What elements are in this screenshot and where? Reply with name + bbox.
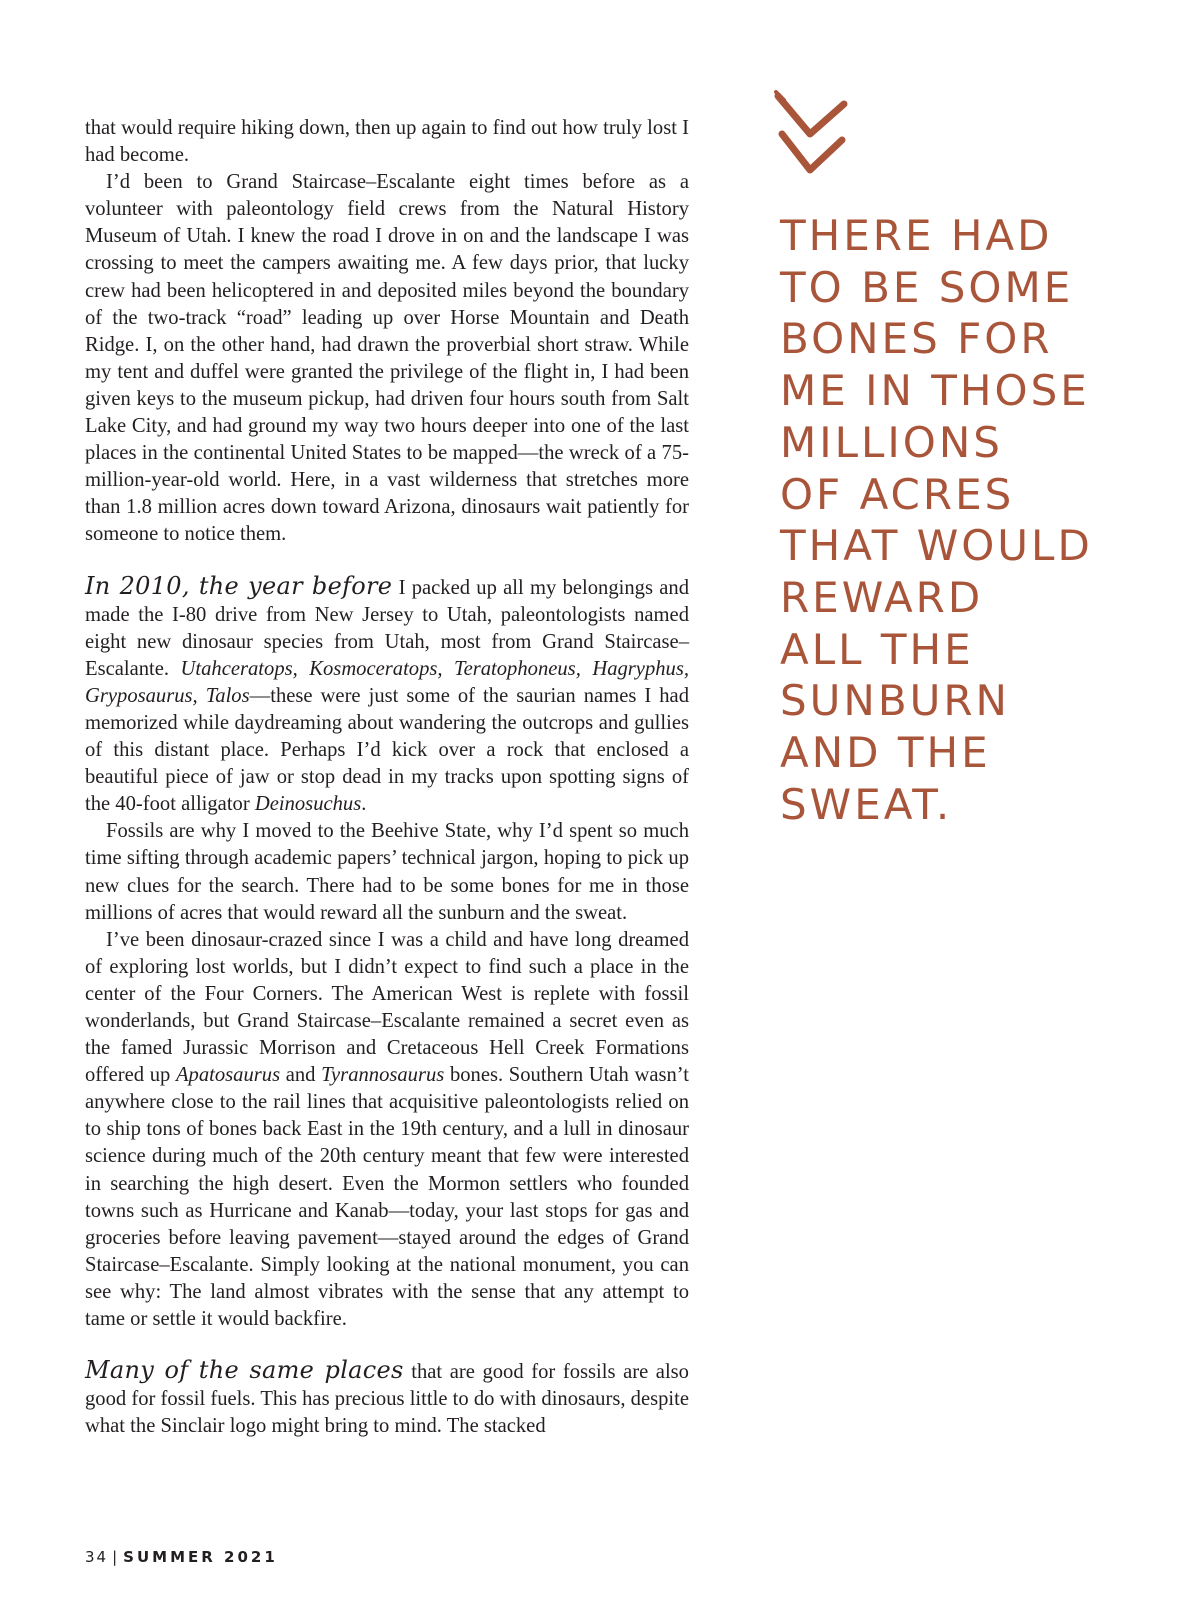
pull-quote-line: SUNBURN — [780, 676, 1010, 726]
section-lead-in-2: Many of the same places — [85, 1356, 404, 1385]
section-lead-in: In 2010, the year before — [85, 571, 393, 600]
folio-separator: | — [112, 1548, 120, 1566]
paragraph-3-text-a: I packed up all my belongings and made the I-80 drive from New Jersey to Utah, paleontologists named eight new dinosaur species from Utah, most from Grand Staircase–Escalante. — [85, 576, 689, 680]
pull-quote-line: OF ACRES — [780, 469, 1015, 519]
paragraph-5-text-b: bones. Southern Utah wasn’t anywhere close to the rail lines that acquisitive paleontologists relied on to ship tons of bones back East in the 19th century, and a lull in dinosaur science during much of the 20th century meant that few were interested in searching the high desert. Even the Mormon settlers who founded towns such as Hurricane and Kanab—today, your last stops for gas and groceries before leaving pavement—stayed around the edges of Grand Staircase–Escalante. Simply looking at the national monument, you can see why: The land almost vibrates with the sense that any attempt to tame or settle it would backfire. — [85, 1064, 689, 1331]
paragraph-6 — [85, 1357, 689, 1440]
pull-quote-line: THERE HAD — [780, 211, 1053, 260]
paragraph-2: I’d been to Grand Staircase–Escalante eight times before as a volunteer with paleontology field crews from the Natural History Museum of Utah. I knew the road I drove in on and the landscape I was crossing to meet the campers awaiting me. A few days prior, that lucky crew had been helicoptered in and deposited miles beyond the boundary of the two-track “road” leading up over Horse Mountain and Death Ridge. I, on the other hand, had drawn the proverbial short straw. While my tent and duffel were granted the privilege of the flight in, I had been given keys to the museum pickup, had driven four hours south from Salt Lake City, and had ground my way two hours deeper into one of the last places in the continental United States to be mapped—the wreck of a 75-million-year-old world. Here, in a vast wilderness that stretches more than 1.8 million acres down toward Arizona, dinosaurs wait patiently for someone to notice them. — [85, 171, 689, 546]
pull-quote-line: ME IN THOSE — [780, 366, 1090, 416]
paragraph-6-text: that are good for fossils are also good for fossil fuels. This has precious little to do with dinosaurs, despite what the Sinclair logo might bring to mind. The stacked — [85, 1361, 689, 1438]
pull-quote-line: AND THE — [780, 728, 991, 778]
pull-quote-line: MILLIONS — [780, 417, 1003, 467]
issue-label: SUMMER 2021 — [123, 1548, 278, 1566]
pull-quote-line: ALL THE — [780, 624, 974, 674]
paragraph-3-end: . — [361, 793, 367, 816]
species-apatosaurus: Apatosaurus — [175, 1064, 281, 1087]
pull-quote-line: SWEAT. — [780, 779, 953, 829]
pull-quote-line: REWARD — [780, 572, 984, 622]
pull-quote-line: THAT WOULD — [780, 521, 1093, 571]
pull-quote-line: TO BE SOME — [780, 262, 1074, 312]
pull-quote — [780, 210, 1180, 830]
double-chevron-icon — [772, 90, 852, 186]
species-tyrannosaurus: Tyrannosaurus — [321, 1064, 445, 1087]
page-number: 34 — [85, 1548, 109, 1566]
species-names: Utahceratops, Kosmoceratops, Teratophoneus, Hagryphus, Gryposaurus, Talos — [85, 657, 689, 707]
paragraph-3 — [85, 573, 689, 819]
paragraph-5-text-a: I’ve been dinosaur-crazed since I was a child and have long dreamed of exploring lost worlds, but I didn’t expect to find such a place in the center of the Four Corners. The American West is replete with fossil wonderlands, but Grand Staircase–Escalante remained a secret even as the famed Jurassic Morrison and Cretaceous Hell Creek Formations offered up — [85, 928, 689, 1087]
page-folio — [85, 1548, 278, 1566]
paragraph-3-text-b: —these were just some of the saurian names I had memorized while daydreaming about wandering the outcrops and gullies of this distant place. Perhaps I’d kick over a rock that enclosed a beautiful piece of jaw or stop dead in my tracks upon spotting signs of the 40-foot alligator — [85, 684, 689, 816]
paragraph-5-and: and — [280, 1064, 322, 1087]
pull-quote-line: BONES FOR — [780, 314, 1053, 364]
species-deinosuchus: Deinosuchus — [254, 793, 362, 816]
paragraph-4: Fossils are why I moved to the Beehive State, why I’d spent so much time sifting through academic papers’ technical jargon, hoping to pick up new clues for the search. There had to be some bones for me in those millions of acres that would reward all the sunburn and the sweat. — [85, 820, 689, 924]
paragraph-5 — [85, 927, 689, 1333]
article-body — [85, 115, 689, 1440]
paragraph-1: that would require hiking down, then up again to find out how truly lost I had become. — [85, 117, 689, 167]
